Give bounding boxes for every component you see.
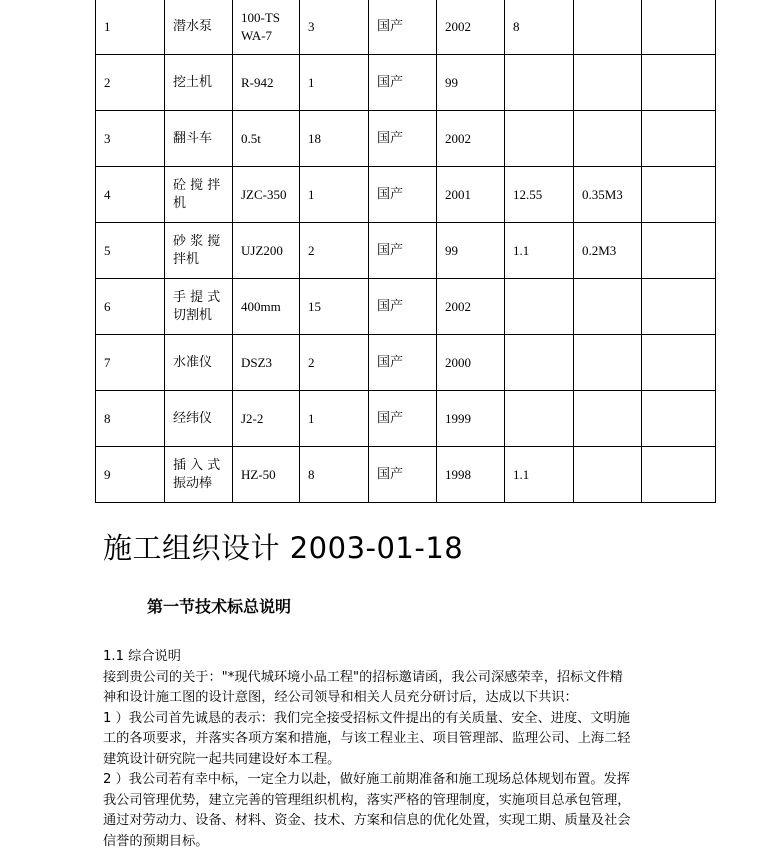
cell-power: 1.1 bbox=[505, 223, 574, 279]
cell-extra bbox=[642, 0, 716, 55]
cell-origin: 国产 bbox=[369, 111, 437, 167]
cell-origin: 国产 bbox=[369, 167, 437, 223]
cell-origin: 国产 bbox=[369, 391, 437, 447]
cell-model: UJZ200 bbox=[233, 223, 300, 279]
cell-model: 0.5t bbox=[233, 111, 300, 167]
cell-capacity bbox=[574, 391, 642, 447]
cell-capacity bbox=[574, 55, 642, 111]
text-line: 建筑设计研究院一起共同建设好本工程。 bbox=[103, 751, 341, 767]
table-row bbox=[96, 447, 716, 503]
cell-power: 12.55 bbox=[505, 167, 574, 223]
cell-quantity: 2 bbox=[300, 335, 369, 391]
cell-model: JZC-350 bbox=[233, 167, 300, 223]
cell-year: 1999 bbox=[437, 391, 505, 447]
cell-year: 2002 bbox=[437, 111, 505, 167]
cell-origin: 国产 bbox=[369, 0, 437, 55]
cell-equipment-name: 挖土机 bbox=[165, 55, 233, 111]
cell-number: 2 bbox=[96, 55, 165, 111]
cell-year: 99 bbox=[437, 223, 505, 279]
text-line: 信誉的预期目标。 bbox=[103, 833, 209, 849]
cell-equipment-name: 经纬仪 bbox=[165, 391, 233, 447]
cell-year: 1998 bbox=[437, 447, 505, 503]
cell-quantity: 18 bbox=[300, 111, 369, 167]
cell-number: 9 bbox=[96, 447, 165, 503]
cell-capacity bbox=[574, 447, 642, 503]
cell-year: 2001 bbox=[437, 167, 505, 223]
cell-power bbox=[505, 111, 574, 167]
cell-quantity: 1 bbox=[300, 167, 369, 223]
cell-power bbox=[505, 335, 574, 391]
cell-model: DSZ3 bbox=[233, 335, 300, 391]
table-row bbox=[96, 335, 716, 391]
cell-capacity bbox=[574, 335, 642, 391]
cell-quantity: 1 bbox=[300, 55, 369, 111]
cell-origin: 国产 bbox=[369, 279, 437, 335]
cell-equipment-name: 水准仪 bbox=[165, 335, 233, 391]
cell-model: 400mm bbox=[233, 279, 300, 335]
cell-number: 4 bbox=[96, 167, 165, 223]
cell-capacity bbox=[574, 279, 642, 335]
table-row bbox=[96, 223, 716, 279]
cell-capacity bbox=[574, 0, 642, 55]
cell-year: 99 bbox=[437, 55, 505, 111]
cell-origin: 国产 bbox=[369, 335, 437, 391]
table-row bbox=[96, 55, 716, 111]
cell-extra bbox=[642, 223, 716, 279]
cell-equipment-name: 插 入 式 振动棒 bbox=[165, 447, 233, 503]
cell-extra bbox=[642, 279, 716, 335]
cell-number: 7 bbox=[96, 335, 165, 391]
equipment-table-body bbox=[96, 0, 716, 503]
table-row bbox=[96, 0, 716, 55]
cell-power: 8 bbox=[505, 0, 574, 55]
cell-quantity: 8 bbox=[300, 447, 369, 503]
cell-model: 100-TSWA-7 bbox=[233, 0, 300, 55]
cell-extra bbox=[642, 167, 716, 223]
cell-quantity: 1 bbox=[300, 391, 369, 447]
cell-number: 3 bbox=[96, 111, 165, 167]
cell-power bbox=[505, 391, 574, 447]
cell-extra bbox=[642, 55, 716, 111]
cell-year: 2002 bbox=[437, 0, 505, 55]
text-line: 通过对劳动力、设备、材料、资金、技术、方案和信息的优化处置，实现工期、质量及社会 bbox=[103, 813, 631, 828]
cell-number: 8 bbox=[96, 391, 165, 447]
text-line: 我公司管理优势，建立完善的管理组织机构，落实严格的管理制度，实施项目总承包管理， bbox=[103, 792, 631, 808]
cell-number: 6 bbox=[96, 279, 165, 335]
cell-number: 1 bbox=[96, 0, 165, 55]
text-line: 2 ）我公司若有幸中标，一定全力以赴，做好施工前期准备和施工现场总体规划布置。发挥 bbox=[103, 772, 630, 787]
cell-power bbox=[505, 55, 574, 111]
equipment-table bbox=[95, 0, 716, 503]
body-paragraph bbox=[103, 647, 663, 852]
cell-origin: 国产 bbox=[369, 223, 437, 279]
cell-origin: 国产 bbox=[369, 447, 437, 503]
cell-model: HZ-50 bbox=[233, 447, 300, 503]
cell-equipment-name: 手 提 式 切割机 bbox=[165, 279, 233, 335]
cell-power: 1.1 bbox=[505, 447, 574, 503]
cell-equipment-name: 砼 搅 拌 机 bbox=[165, 167, 233, 223]
table-row bbox=[96, 391, 716, 447]
cell-number: 5 bbox=[96, 223, 165, 279]
cell-year: 2000 bbox=[437, 335, 505, 391]
cell-quantity: 2 bbox=[300, 223, 369, 279]
cell-quantity: 15 bbox=[300, 279, 369, 335]
text-line: 1.1 综合说明 bbox=[103, 649, 181, 664]
cell-capacity bbox=[574, 111, 642, 167]
table-row bbox=[96, 167, 716, 223]
text-line: 接到贵公司的关于："*现代城环境小品工程"的招标邀请函，我公司深感荣幸，招标文件精 bbox=[103, 669, 623, 685]
cell-extra bbox=[642, 111, 716, 167]
cell-origin: 国产 bbox=[369, 55, 437, 111]
table-row bbox=[96, 111, 716, 167]
cell-model: J2-2 bbox=[233, 391, 300, 447]
cell-equipment-name: 潜水泵 bbox=[165, 0, 233, 55]
cell-capacity: 0.35M3 bbox=[574, 167, 642, 223]
cell-power bbox=[505, 279, 574, 335]
document-title: 施工组织设计 2003-01-18 bbox=[103, 531, 464, 565]
cell-equipment-name: 翻斗车 bbox=[165, 111, 233, 167]
cell-equipment-name: 砂 浆 搅 拌机 bbox=[165, 223, 233, 279]
text-line: 1 ）我公司首先诚恳的表示：我们完全接受招标文件提出的有关质量、安全、进度、文明施 bbox=[103, 710, 630, 726]
section-heading: 第一节技术标总说明 bbox=[147, 597, 292, 616]
text-line: 工的各项要求，并落实各项方案和措施，与该工程业主、项目管理部、监理公司、上海二轻 bbox=[103, 731, 631, 746]
table-row bbox=[96, 279, 716, 335]
cell-year: 2002 bbox=[437, 279, 505, 335]
cell-extra bbox=[642, 447, 716, 503]
cell-model: R-942 bbox=[233, 55, 300, 111]
cell-capacity: 0.2M3 bbox=[574, 223, 642, 279]
cell-extra bbox=[642, 335, 716, 391]
cell-extra bbox=[642, 391, 716, 447]
text-line: 神和设计施工图的设计意图，经公司领导和相关人员充分研讨后，达成以下共识： bbox=[103, 690, 578, 705]
cell-quantity: 3 bbox=[300, 0, 369, 55]
